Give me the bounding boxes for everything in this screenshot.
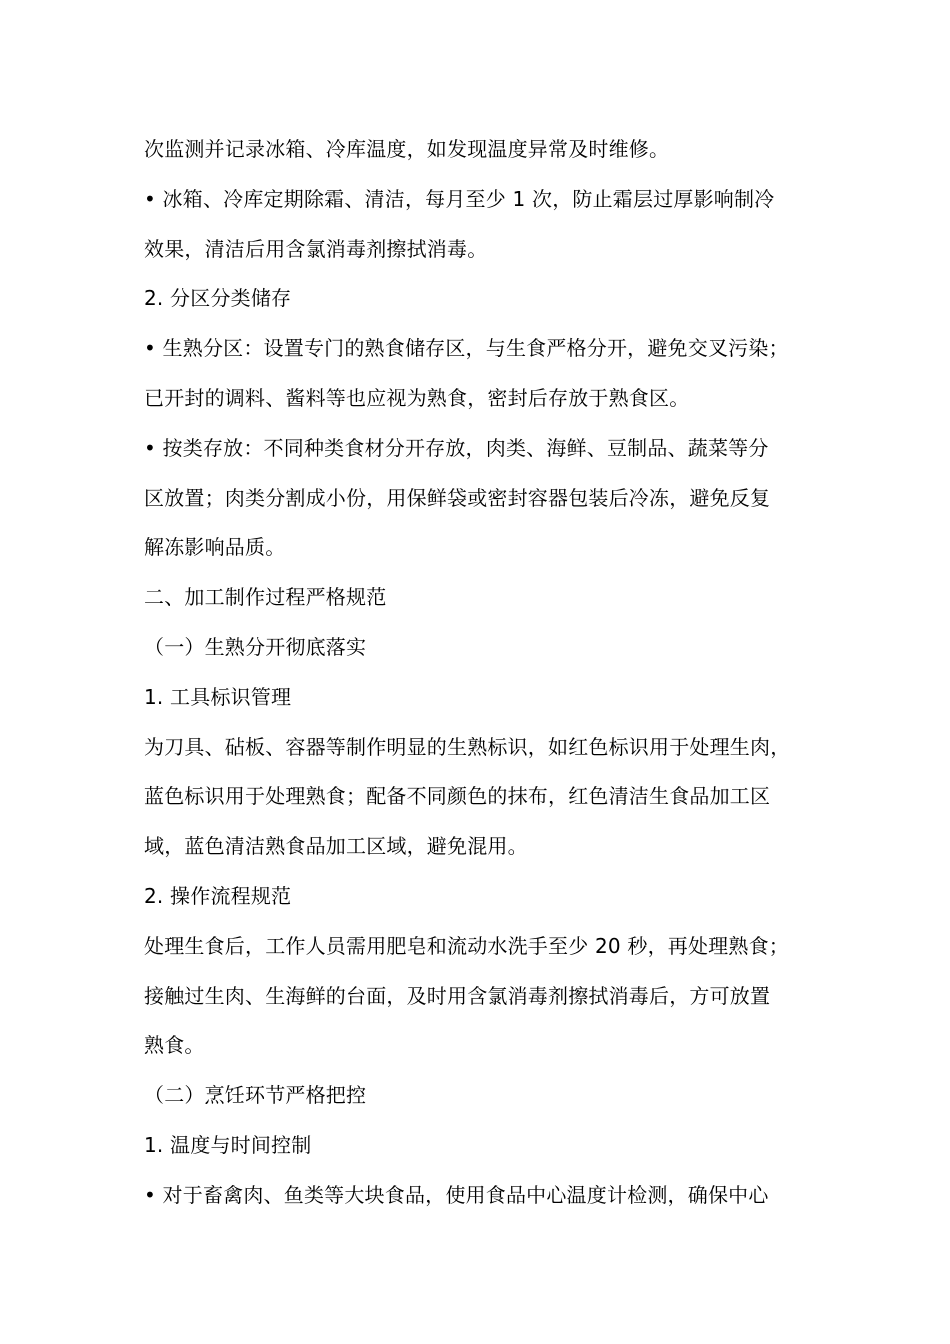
- document-body: [144, 125, 824, 1221]
- text-line: 蓝色标识用于处理熟食；配备不同颜色的抹布，红色清洁生食品加工区: [144, 784, 771, 809]
- subheading: 1. 工具标识管理: [144, 684, 292, 709]
- text-line: 已开封的调料、酱料等也应视为熟食，密封后存放于熟食区。: [144, 385, 690, 410]
- text-line: 处理生食后，工作人员需用肥皂和流动水洗手至少 20 秒，再处理熟食；: [144, 933, 789, 958]
- text-line: 域，蓝色清洁熟食品加工区域，避免混用。: [144, 834, 528, 859]
- text-line: 解冻影响品质。: [144, 535, 286, 560]
- subheading: 2. 分区分类储存: [144, 286, 292, 311]
- bullet-line: • 冰箱、冷库定期除霜、清洁，每月至少 1 次，防止霜层过厚影响制冷: [144, 186, 775, 211]
- subheading: 1. 温度与时间控制: [144, 1132, 312, 1157]
- text-line: 效果，清洁后用含氯消毒剂擦拭消毒。: [144, 236, 488, 261]
- subsection-heading: （一）生熟分开彻底落实: [144, 634, 367, 659]
- subheading: 2. 操作流程规范: [144, 883, 292, 908]
- text-line: 熟食。: [144, 1033, 205, 1058]
- bullet-line: • 对于畜禽肉、鱼类等大块食品，使用食品中心温度计检测，确保中心: [144, 1182, 769, 1207]
- text-line: 次监测并记录冰箱、冷库温度，如发现温度异常及时维修。: [144, 137, 670, 161]
- subsection-heading: （二）烹饪环节严格把控: [144, 1083, 367, 1108]
- text-line: 区放置；肉类分割成小份，用保鲜袋或密封容器包装后冷冻，避免反复: [144, 485, 771, 510]
- text-line: 接触过生肉、生海鲜的台面，及时用含氯消毒剂擦拭消毒后，方可放置: [144, 983, 771, 1008]
- text-line: 为刀具、砧板、容器等制作明显的生熟标识，如红色标识用于处理生肉，: [144, 734, 791, 759]
- bullet-line: • 按类存放：不同种类食材分开存放，肉类、海鲜、豆制品、蔬菜等分: [144, 435, 769, 460]
- bullet-line: • 生熟分区：设置专门的熟食储存区，与生食严格分开，避免交叉污染；: [144, 336, 789, 361]
- section-heading: 二、加工制作过程严格规范: [144, 585, 387, 610]
